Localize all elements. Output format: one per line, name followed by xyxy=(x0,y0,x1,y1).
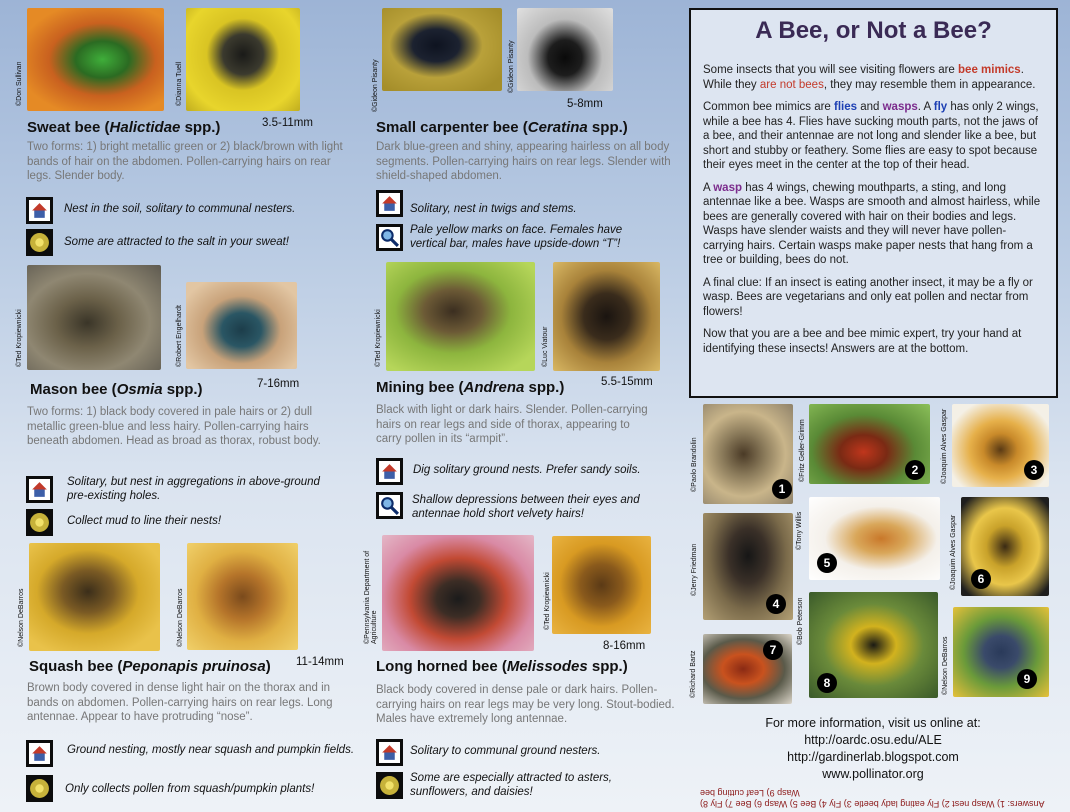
mining-bee-note-fact: Shallow depressions between their eyes and antennae hold short velvety hairs! xyxy=(412,494,640,520)
quiz-number-badge: 4 xyxy=(766,594,786,614)
carpenter-bee-size: 5-8mm xyxy=(567,98,603,110)
quiz-credit-7: ©Richard Bartz xyxy=(690,650,697,698)
long-horned-bee-photo-2 xyxy=(552,536,651,634)
footer-line-1: For more information, visit us online at: xyxy=(765,716,981,730)
mining-bee-credit-1: ©Ted Kropiewnicki xyxy=(375,309,382,367)
footer-link-gardinerlab[interactable]: http://gardinerlab.blogspot.com xyxy=(787,750,959,764)
quiz-number-badge: 7 xyxy=(763,640,783,660)
sweat-bee-credit-2: ©Dianna Tuell xyxy=(176,61,183,106)
footer-link-pollinator[interactable]: www.pollinator.org xyxy=(822,767,924,781)
house-icon xyxy=(26,476,53,503)
squash-bee-photo-2 xyxy=(187,543,298,650)
sweat-bee-note-nesting: Nest in the soil, solitary to communal nesters. xyxy=(64,203,296,215)
squash-bee-description: Brown body covered in dense light hair on the thorax and in bands on abdomen. Pollen-carrying hairs on rear legs. Long antennae. Appear to have protruding “nose”. xyxy=(27,682,333,723)
carpenter-bee-title: Small carpenter bee (Ceratina spp.) xyxy=(376,119,628,136)
quiz-number-badge: 5 xyxy=(817,553,837,573)
quiz-credit-1: ©Paolo Brandolin xyxy=(691,437,698,492)
info-paragraph-2: Common bee mimics are flies and wasps. A fly has only 2 wings, while a bee has 4. Flies have sucking mouth parts, not the jaws of a bee, and their antennae are not long and slender like a bee, but short and stubby or feathery. Some flies are easy to spot because their eyes meet in the center at the top of their head. xyxy=(703,101,1039,171)
carpenter-bee-note-fact: Pale yellow marks on face. Females have vertical bar, males have upside-down “T”! xyxy=(410,224,623,250)
house-icon xyxy=(376,190,403,217)
quiz-credit-6: ©Joaquim Alves Gaspar xyxy=(950,514,957,590)
info-paragraph-5: Now that you are a bee and bee mimic expert, try your hand at identifying these insects! Answers are at the bottom. xyxy=(703,328,1022,355)
carpenter-bee-photo-2 xyxy=(517,8,613,91)
bee-mimic-info-box xyxy=(689,8,1058,398)
sweat-bee-photo-green xyxy=(27,8,164,111)
mining-bee-photo-1 xyxy=(386,262,535,371)
long-horned-bee-note-fact: Some are especially attracted to asters, sunflowers, and daisies! xyxy=(410,772,612,798)
mason-bee-title: Mason bee (Osmia spp.) xyxy=(30,381,203,398)
squash-bee-credit-1: ©Nelson DeBarros xyxy=(18,588,25,647)
quiz-credit-5: ©Tony Willis xyxy=(796,511,803,550)
quiz-number-badge: 6 xyxy=(971,569,991,589)
mason-bee-photo-black xyxy=(27,265,161,370)
info-paragraph-4: A final clue: If an insect is eating another insect, it may be a fly or wasp. Bees are vegetarians and only eat pollen and nectar from flowers! xyxy=(703,276,1033,318)
carpenter-bee-note-nesting: Solitary, nest in twigs and stems. xyxy=(410,203,577,215)
quiz-answers-upside-down: Answers: 1) Wasp nest 2) Fly eating lady beetle 3) Fly 4) Bee 5) Wasp 6) Bee 7) Fly 8) Wasp 9) Leaf cutting bee xyxy=(700,788,1045,809)
house-icon xyxy=(376,458,403,485)
mason-bee-note-nesting: Solitary, but nest in aggregations in above-ground pre-existing holes. xyxy=(67,476,320,502)
house-icon xyxy=(26,740,53,767)
sweat-bee-note-fact: Some are attracted to the salt in your sweat! xyxy=(64,236,290,248)
long-horned-bee-description: Black body covered in dense pale or dark hairs. Pollen-carrying hairs on rear legs may be very long. Stout-bodied. Males have extremely long antennae. xyxy=(376,684,675,725)
carpenter-bee-credit-1: ©Gideon Pisanty xyxy=(372,59,379,112)
mining-bee-credit-2: ©Luc Viatour xyxy=(542,326,549,367)
info-title: A Bee, or Not a Bee? xyxy=(755,17,992,44)
mason-bee-credit-1: ©Ted Kropiewnicki xyxy=(16,309,23,367)
quiz-number-badge: 9 xyxy=(1017,669,1037,689)
squash-bee-credit-2: ©Nelson DeBarros xyxy=(177,588,184,647)
sweat-bee-photo-black xyxy=(186,8,300,111)
quiz-number-badge: 8 xyxy=(817,673,837,693)
mason-bee-note-fact: Collect mud to line their nests! xyxy=(67,515,222,527)
quiz-credit-2: ©Fritz Geller-Grimm xyxy=(799,419,806,482)
info-paragraph-1: Some insects that you will see visiting flowers are bee mimics. While they are not bees, they may resemble them in appearance. xyxy=(703,64,1036,91)
squash-bee-size: 11-14mm xyxy=(296,656,344,668)
long-horned-bee-title: Long horned bee (Melissodes spp.) xyxy=(376,658,628,675)
long-horned-bee-credit-1: ©Pennsylvania Department of Agriculture xyxy=(364,550,378,644)
carpenter-bee-description: Dark blue-green and shiny, appearing hairless on all body segments. Pollen-carrying hairs on rear legs. Slender with shield-shaped abdomen. xyxy=(376,141,671,182)
sweat-bee-description: Two forms: 1) bright metallic green or 2) black/brown with light bands of hair on the abdomen. Pollen-carrying hairs on rear legs. Slender body. xyxy=(27,141,343,182)
magnifier-icon xyxy=(376,224,403,251)
mining-bee-photo-2 xyxy=(553,262,660,371)
mining-bee-description: Black with light or dark hairs. Slender. Pollen-carrying hairs on rear legs and side of thorax, appearing to carry pollen in its “armpit”. xyxy=(376,404,648,445)
long-horned-bee-credit-2: ©Ted Kropiewnicki xyxy=(544,572,551,630)
carpenter-bee-credit-2: ©Gideon Pisanty xyxy=(508,40,515,93)
squash-bee-photo-1 xyxy=(29,543,160,651)
mason-bee-credit-2: ©Robert Engelhardt xyxy=(176,305,183,367)
flower-icon xyxy=(26,509,53,536)
mason-bee-size: 7-16mm xyxy=(257,378,300,390)
squash-bee-title: Squash bee (Peponapis pruinosa) xyxy=(29,658,271,675)
info-paragraph-3: A wasp has 4 wings, chewing mouthparts, a sting, and long antennae like a bee. Wasps are smooth and almost hairless, while bees are generally covered with hair on their bodies and legs. Wasps have slender waists and they will never have pollen-carrying hairs. Certain wasps make paper nests that hang from a tree or building, bees do not. xyxy=(703,181,1041,266)
sweat-bee-title: Sweat bee (Halictidae spp.) xyxy=(27,119,221,136)
quiz-number-badge: 3 xyxy=(1024,460,1044,480)
mining-bee-note-nesting: Dig solitary ground nests. Prefer sandy soils. xyxy=(413,464,641,476)
quiz-number-badge: 2 xyxy=(905,460,925,480)
quiz-credit-8: ©Bob Peterson xyxy=(797,597,804,645)
flower-icon xyxy=(26,775,53,802)
house-icon xyxy=(26,197,53,224)
long-horned-bee-size: 8-16mm xyxy=(603,640,646,652)
magnifier-icon xyxy=(376,492,403,519)
mining-bee-size: 5.5-15mm xyxy=(601,376,653,388)
squash-bee-note-nesting: Ground nesting, mostly near squash and pumpkin fields. xyxy=(67,744,355,756)
house-icon xyxy=(376,739,403,766)
quiz-credit-3: ©Joaquim Alves Gaspar xyxy=(941,408,948,484)
mason-bee-photo-blue xyxy=(186,282,297,369)
flower-icon xyxy=(26,229,53,256)
carpenter-bee-photo-1 xyxy=(382,8,502,91)
quiz-credit-4: ©Jerry Friedman xyxy=(691,543,698,596)
long-horned-bee-note-nesting: Solitary to communal ground nesters. xyxy=(410,745,601,757)
flower-icon xyxy=(376,772,403,799)
squash-bee-note-fact: Only collects pollen from squash/pumpkin plants! xyxy=(65,783,315,795)
mining-bee-title: Mining bee (Andrena spp.) xyxy=(376,379,565,396)
sweat-bee-credit-1: ©Don Sullivan xyxy=(16,61,23,106)
footer-link-ale[interactable]: http://oardc.osu.edu/ALE xyxy=(804,733,942,747)
sweat-bee-size: 3.5-11mm xyxy=(262,117,313,129)
quiz-number-badge: 1 xyxy=(772,479,792,499)
long-horned-bee-photo-1 xyxy=(382,535,534,651)
quiz-credit-9: ©Nelson DeBarros xyxy=(942,636,949,695)
mason-bee-description: Two forms: 1) black body covered in pale hairs or 2) dull metallic green-blue and less hairy. Pollen-carrying hairs beneath abdomen. Head as broad as thorax, robust body. xyxy=(27,406,321,447)
